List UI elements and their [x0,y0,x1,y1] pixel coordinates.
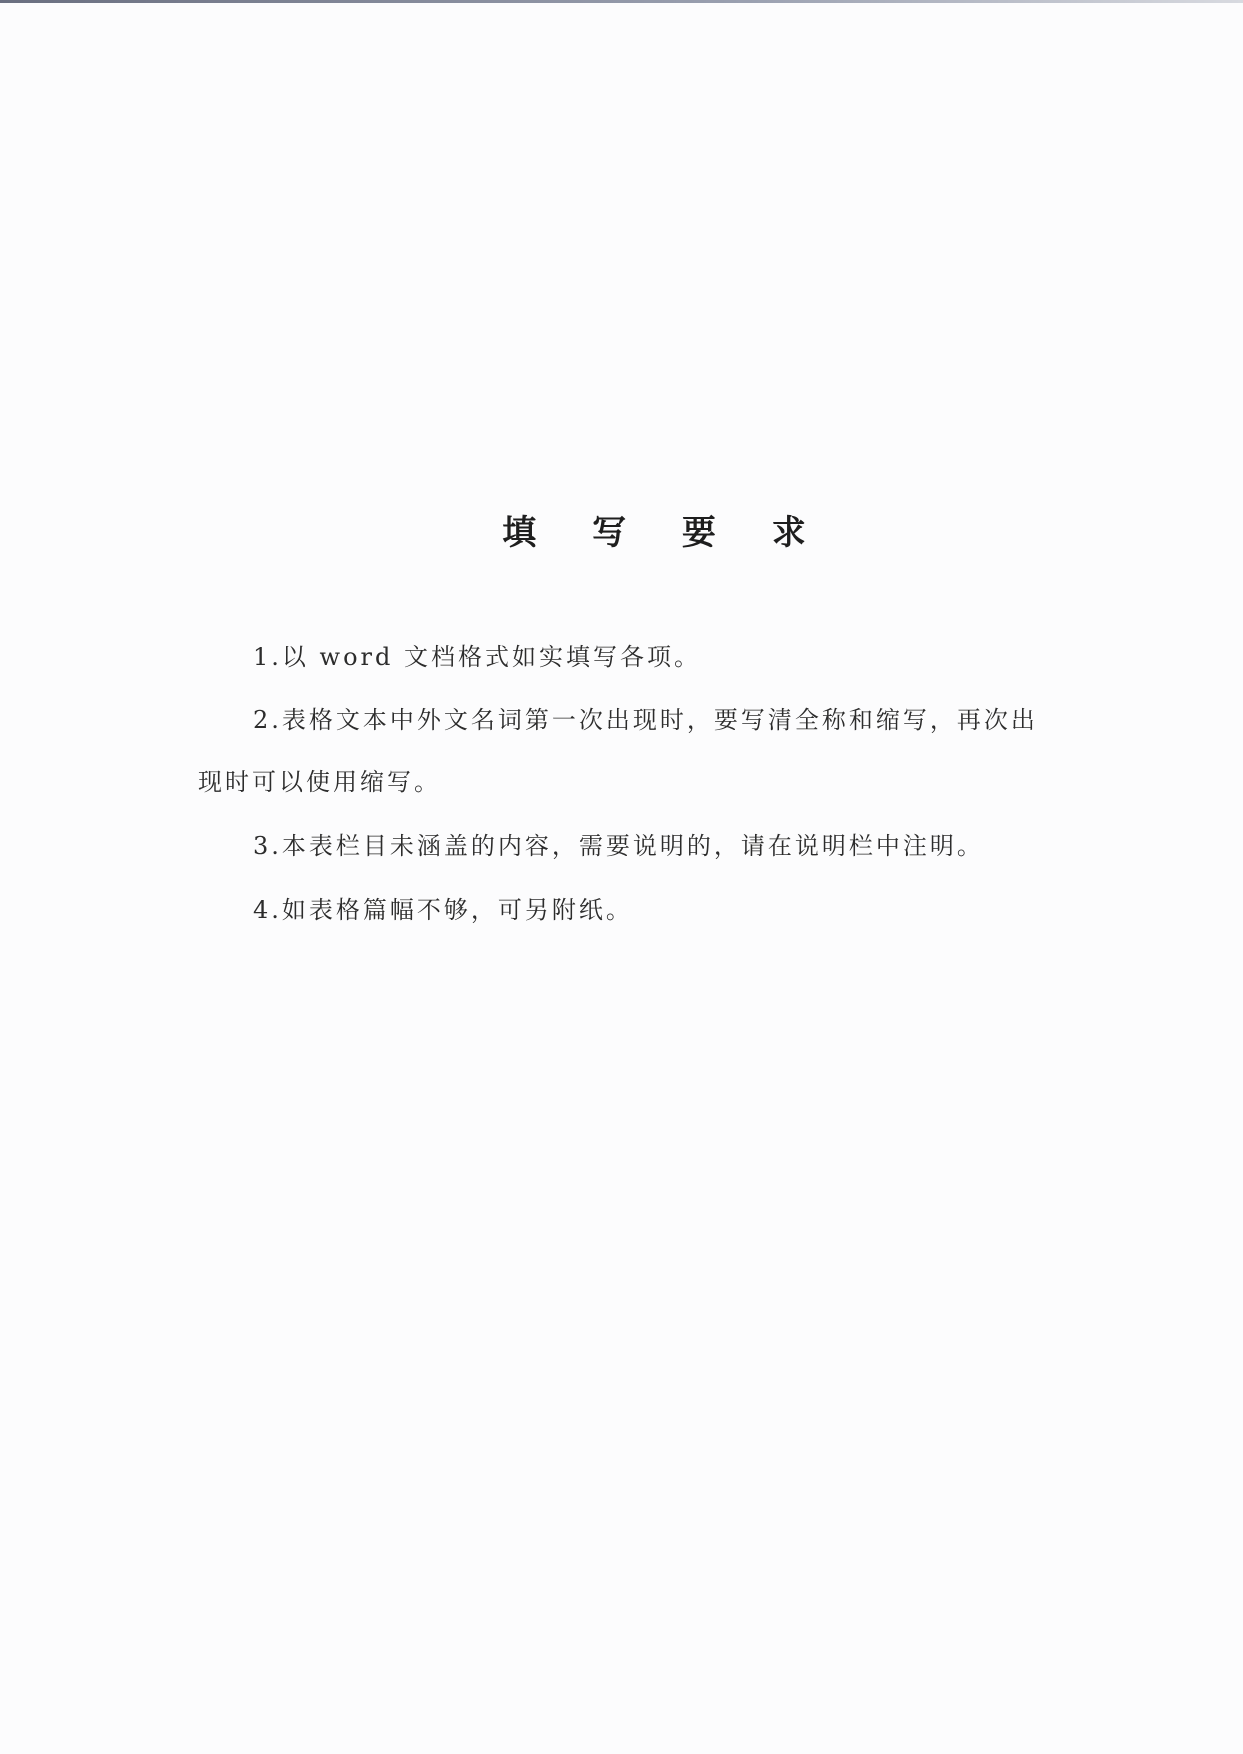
page-title: 填 写 要 求 [502,513,828,553]
requirement-2-line-2: 现时可以使用缩写。 [198,768,441,796]
scan-top-edge [0,0,1243,3]
requirement-3: 3.本表栏目未涵盖的内容，需要说明的，请在说明栏中注明。 [253,832,984,860]
requirement-2-line-1: 2.表格文本中外文名词第一次出现时，要写清全称和缩写，再次出 [253,706,1038,734]
requirement-4: 4.如表格篇幅不够，可另附纸。 [253,896,633,924]
requirement-1: 1.以 word 文档格式如实填写各项。 [253,643,701,671]
